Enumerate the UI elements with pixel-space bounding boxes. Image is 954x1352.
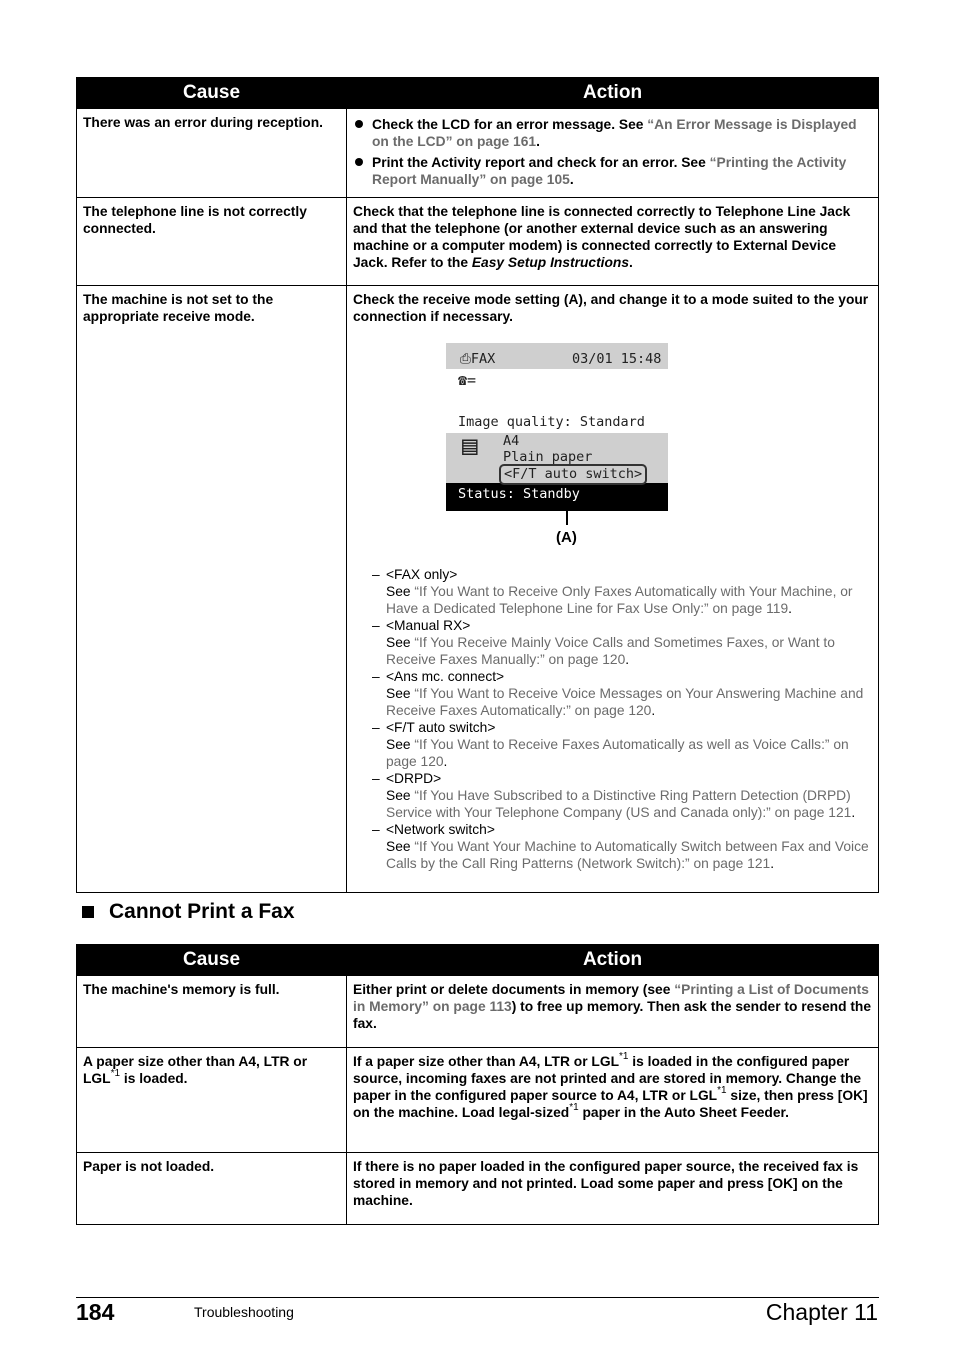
print-trouble-table xyxy=(76,944,879,1225)
receive-mode-list xyxy=(372,566,872,872)
page-reference-link[interactable]: “If You Want to Receive Voice Messages on Your Answering Machine and Receive Faxes Automatically:” on page 120 xyxy=(386,686,864,718)
table-row xyxy=(77,976,879,1048)
bullet-item: Print the Activity report and check for an error. See “Printing the Activity Report Manually” on page 105. xyxy=(353,154,872,188)
manual-title: Easy Setup Instructions xyxy=(471,255,630,270)
action-cell: Either print or delete documents in memory (see “Printing a List of Documents in Memory” on page 113) to free up memory. Then ask the sender to resend the fax. xyxy=(347,976,879,1048)
list-item: – <Ans mc. connect> See “If You Want to Receive Voice Messages on Your Answering Machine and Receive Faxes Automatically:” on page 120. xyxy=(372,669,864,718)
lcd-media-type: Plain paper xyxy=(503,449,593,465)
callout-leader-line xyxy=(566,511,568,525)
square-bullet-icon xyxy=(82,906,94,918)
table-row xyxy=(77,286,879,893)
lcd-image-quality: Image quality: Standard xyxy=(458,414,645,430)
list-item: – <FAX only> See “If You Want to Receive Only Faxes Automatically with Your Machine, or Have a Dedicated Telephone Line for Fax Use Only:” on page 119. xyxy=(372,567,853,616)
list-item: – <F/T auto switch> See “If You Want to Receive Faxes Automatically as well as Voice Calls:” on page 120. xyxy=(372,720,849,769)
cause-cell: The machine's memory is full. xyxy=(77,976,347,1048)
action-cell: If a paper size other than A4, LTR or LGL$^{*1}$ is loaded in the configured paper source, incoming faxes are not printed and are stored in memory. Change the paper in the configured paper source to A4, LTR or LGL$^{*1}$ size, then press [OK] on the machine. Load legal-sized$^{*1}$ paper in the Auto Sheet Feeder. xyxy=(347,1048,879,1153)
footer-rule xyxy=(76,1297,879,1298)
lcd-fax-label: ⎙FAX xyxy=(460,351,496,367)
page-reference-link[interactable]: “If You Receive Mainly Voice Calls and Sometimes Faxes, or Want to Receive Faxes Manually:” on page 120 xyxy=(386,635,835,667)
section-heading: Cannot Print a Fax xyxy=(82,900,295,924)
chapter-label: Chapter 11 xyxy=(765,1299,878,1325)
table-row xyxy=(77,1048,879,1153)
page-reference-link[interactable]: “An Error Message is Displayed on the LCD” on page 161 xyxy=(372,117,857,149)
page-reference-link[interactable]: “Printing the Activity Report Manually” on page 105 xyxy=(372,155,847,187)
cause-cell: A paper size other than A4, LTR or LGL$^{*1}$ is loaded. xyxy=(77,1048,347,1153)
lcd-telephone-line: ☎= xyxy=(458,371,477,389)
page-reference-link[interactable]: “Printing a List of Documents in Memory” on page 113 xyxy=(353,982,869,1014)
list-item: – <DRPD> See “If You Have Subscribed to a Distinctive Ring Pattern Detection (DRPD) Service with Your Telephone Company (US and Canada only):” on page 121. xyxy=(372,771,856,820)
lcd-receive-mode: <F/T auto switch> xyxy=(499,464,647,485)
lcd-paper-size: A4 xyxy=(503,433,520,449)
page-reference-link[interactable]: “If You Want to Receive Only Faxes Automatically with Your Machine, or Have a Dedicated Telephone Line for Fax Use Only:” on page 119 xyxy=(386,584,853,616)
table-row xyxy=(77,198,879,286)
paper-stack-icon: ▤ xyxy=(462,431,478,461)
bullet-item: Check the LCD for an error message. See “An Error Message is Displayed on the LCD” on page 161. xyxy=(353,116,872,150)
action-text: Check the receive mode setting (A), and change it to a mode suited to the your connection if necessary. xyxy=(353,292,869,324)
cause-header: Cause xyxy=(77,945,347,976)
table-row xyxy=(77,109,879,198)
cause-cell: The machine is not set to the appropriate receive mode. xyxy=(77,286,347,893)
list-item: – <Manual RX> See “If You Receive Mainly Voice Calls and Sometimes Faxes, or Want to Receive Faxes Manually:” on page 120. xyxy=(372,618,835,667)
list-item: – <Network switch> See “If You Want Your Machine to Automatically Switch between Fax and Voice Calls by the Call Ring Patterns (Network Switch):” on page 121. xyxy=(372,822,869,871)
cause-header: Cause xyxy=(77,78,347,109)
callout-label: (A) xyxy=(556,529,577,546)
cause-cell: There was an error during reception. xyxy=(77,109,347,198)
action-cell: If there is no paper loaded in the configured paper source, the received fax is stored in memory and not printed. Load some paper and press [OK] on the machine. xyxy=(347,1153,879,1225)
action-cell xyxy=(347,109,879,198)
lcd-screen-illustration xyxy=(446,343,668,511)
action-header: Action xyxy=(347,945,879,976)
action-cell xyxy=(347,286,879,893)
page-reference-link[interactable]: “If You Want Your Machine to Automatically Switch between Fax and Voice Calls by the Call Ring Patterns (Network Switch):” on page 121 xyxy=(386,839,869,871)
lcd-status: Status: Standby xyxy=(458,486,580,502)
telephone-icon: ☎ xyxy=(458,371,468,389)
action-header: Action xyxy=(347,78,879,109)
cause-cell: The telephone line is not correctly connected. xyxy=(77,198,347,286)
page-number: 184 xyxy=(76,1299,115,1325)
page-reference-link[interactable]: “If You Want to Receive Faxes Automatically as well as Voice Calls:” on page 120 xyxy=(386,737,849,769)
cause-cell: Paper is not loaded. xyxy=(77,1153,347,1225)
lcd-datetime: 03/01 15:48 xyxy=(572,351,662,367)
running-section: Troubleshooting xyxy=(194,1304,294,1320)
page-reference-link[interactable]: “If You Have Subscribed to a Distinctive Ring Pattern Detection (DRPD) Service with Your Telephone Company (US and Canada only):” on page 121 xyxy=(386,788,852,820)
action-cell: Check that the telephone line is connected correctly to Telephone Line Jack and that the telephone (or another external device such as an answering machine or a computer modem) is connected correctly to External Device Jack. Refer to the Easy Setup Instructions. xyxy=(347,198,879,286)
table-row xyxy=(77,1153,879,1225)
receive-trouble-table xyxy=(76,77,879,893)
